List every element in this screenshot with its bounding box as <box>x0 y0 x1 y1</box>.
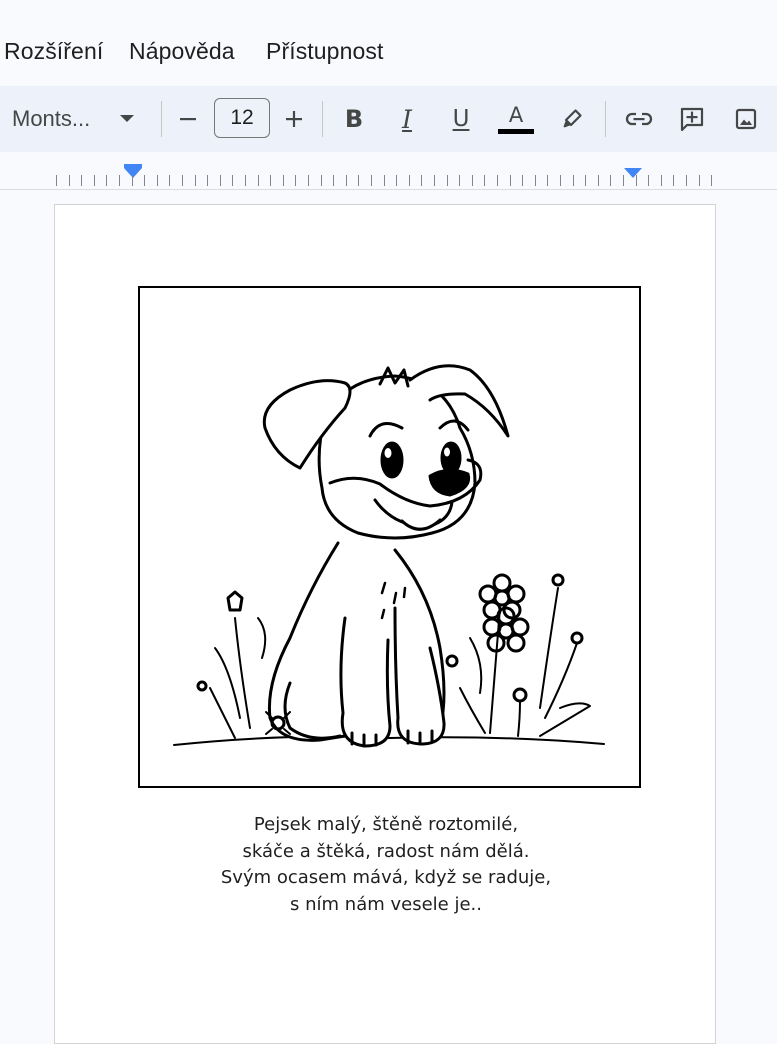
minus-icon <box>178 109 198 129</box>
ruler-tick <box>270 175 271 186</box>
ruler-tick <box>258 175 259 186</box>
ruler-tick <box>321 175 322 186</box>
ruler-tick <box>585 175 586 186</box>
ruler-tick <box>245 175 246 186</box>
font-family-value: Monts... <box>12 106 91 131</box>
font-size-input[interactable]: 12 <box>214 98 270 138</box>
ruler-tick <box>333 175 334 186</box>
left-indent-handle[interactable] <box>124 168 142 178</box>
ruler-tick <box>686 175 687 186</box>
ruler-tick <box>409 175 410 186</box>
ruler-tick <box>510 175 511 186</box>
ruler-tick <box>295 175 296 186</box>
ruler-tick <box>358 175 359 186</box>
ruler-tick <box>421 175 422 186</box>
ruler-tick <box>699 175 700 186</box>
ruler-tick <box>598 175 599 186</box>
ruler-tick <box>459 175 460 186</box>
menu-accessibility[interactable]: Přístupnost <box>266 38 384 64</box>
text-color-icon: A <box>498 104 534 134</box>
insert-image-icon <box>734 107 758 131</box>
puppy-illustration <box>140 288 638 785</box>
ruler-tick <box>371 175 372 186</box>
ruler-tick <box>69 175 70 186</box>
menu-extensions[interactable]: Rozšíření <box>4 38 104 64</box>
chevron-down-icon <box>120 115 134 122</box>
toolbar-divider <box>605 101 606 137</box>
ruler-tick <box>346 175 347 186</box>
bold-button[interactable] <box>332 86 376 152</box>
formatting-toolbar <box>0 86 777 152</box>
ruler-tick <box>119 175 120 186</box>
menu-bar <box>0 0 777 86</box>
ruler-tick <box>484 175 485 186</box>
ruler-tick <box>623 175 624 186</box>
poem-line: Svým ocasem mává, když se raduje, <box>220 867 552 888</box>
ruler-tick <box>132 175 133 186</box>
ruler-tick <box>560 175 561 186</box>
ruler-tick <box>636 175 637 186</box>
ruler-tick <box>182 175 183 186</box>
underline-icon: U <box>452 106 470 132</box>
ruler-tick <box>169 175 170 186</box>
ruler-tick <box>610 175 611 186</box>
ruler-tick <box>94 175 95 186</box>
ruler-tick <box>661 175 662 186</box>
insert-link-button[interactable] <box>617 86 661 152</box>
document-page[interactable] <box>54 204 716 1044</box>
ruler-tick <box>396 175 397 186</box>
ruler-tick <box>447 175 448 186</box>
toolbar-divider <box>161 101 162 137</box>
ruler-tick <box>144 175 145 186</box>
add-comment-button[interactable] <box>670 86 714 152</box>
ruler-tick <box>384 175 385 186</box>
underline-button[interactable] <box>439 86 483 152</box>
ruler-tick <box>283 175 284 186</box>
ruler-tick <box>195 175 196 186</box>
insert-image-button[interactable] <box>724 86 768 152</box>
ruler-tick <box>673 175 674 186</box>
menu-help[interactable]: Nápověda <box>129 38 235 64</box>
text-color-button[interactable] <box>494 86 538 152</box>
link-icon <box>625 111 653 127</box>
ruler-tick <box>522 175 523 186</box>
decrease-font-size-button[interactable] <box>166 86 210 152</box>
right-indent-handle[interactable] <box>624 168 642 178</box>
ruler-tick <box>711 175 712 186</box>
ruler-tick <box>497 175 498 186</box>
bold-icon: B <box>344 105 364 133</box>
ruler-tick <box>535 175 536 186</box>
increase-font-size-button[interactable] <box>272 86 316 152</box>
ruler-tick <box>648 175 649 186</box>
highlighter-icon <box>560 107 584 131</box>
poem-line: skáče a štěká, radost nám dělá. <box>242 840 530 862</box>
horizontal-ruler[interactable] <box>0 152 777 190</box>
poem-text[interactable] <box>55 812 717 918</box>
ruler-tick <box>207 175 208 186</box>
add-comment-icon <box>679 106 705 132</box>
poem-line: Pejsek malý, štěně roztomilé, <box>253 814 519 835</box>
ruler-tick <box>472 175 473 186</box>
ruler-tick <box>81 175 82 186</box>
ruler-tick <box>56 175 57 186</box>
ruler-tick <box>573 175 574 186</box>
ruler-tick <box>232 175 233 186</box>
text-color-swatch <box>498 129 534 134</box>
poem-line: s ním nám vesele je.. <box>290 893 482 915</box>
plus-icon <box>284 109 304 129</box>
toolbar-divider <box>322 101 323 137</box>
dog-coloring-image[interactable] <box>138 286 641 788</box>
highlight-color-button[interactable] <box>550 86 594 152</box>
ruler-tick <box>106 175 107 186</box>
font-family-select[interactable] <box>0 86 150 152</box>
ruler-tick <box>547 175 548 186</box>
ruler-tick <box>157 175 158 186</box>
ruler-tick <box>308 175 309 186</box>
ruler-tick <box>220 175 221 186</box>
italic-icon: I <box>402 104 412 134</box>
italic-button[interactable] <box>385 86 429 152</box>
ruler-tick <box>434 175 435 186</box>
